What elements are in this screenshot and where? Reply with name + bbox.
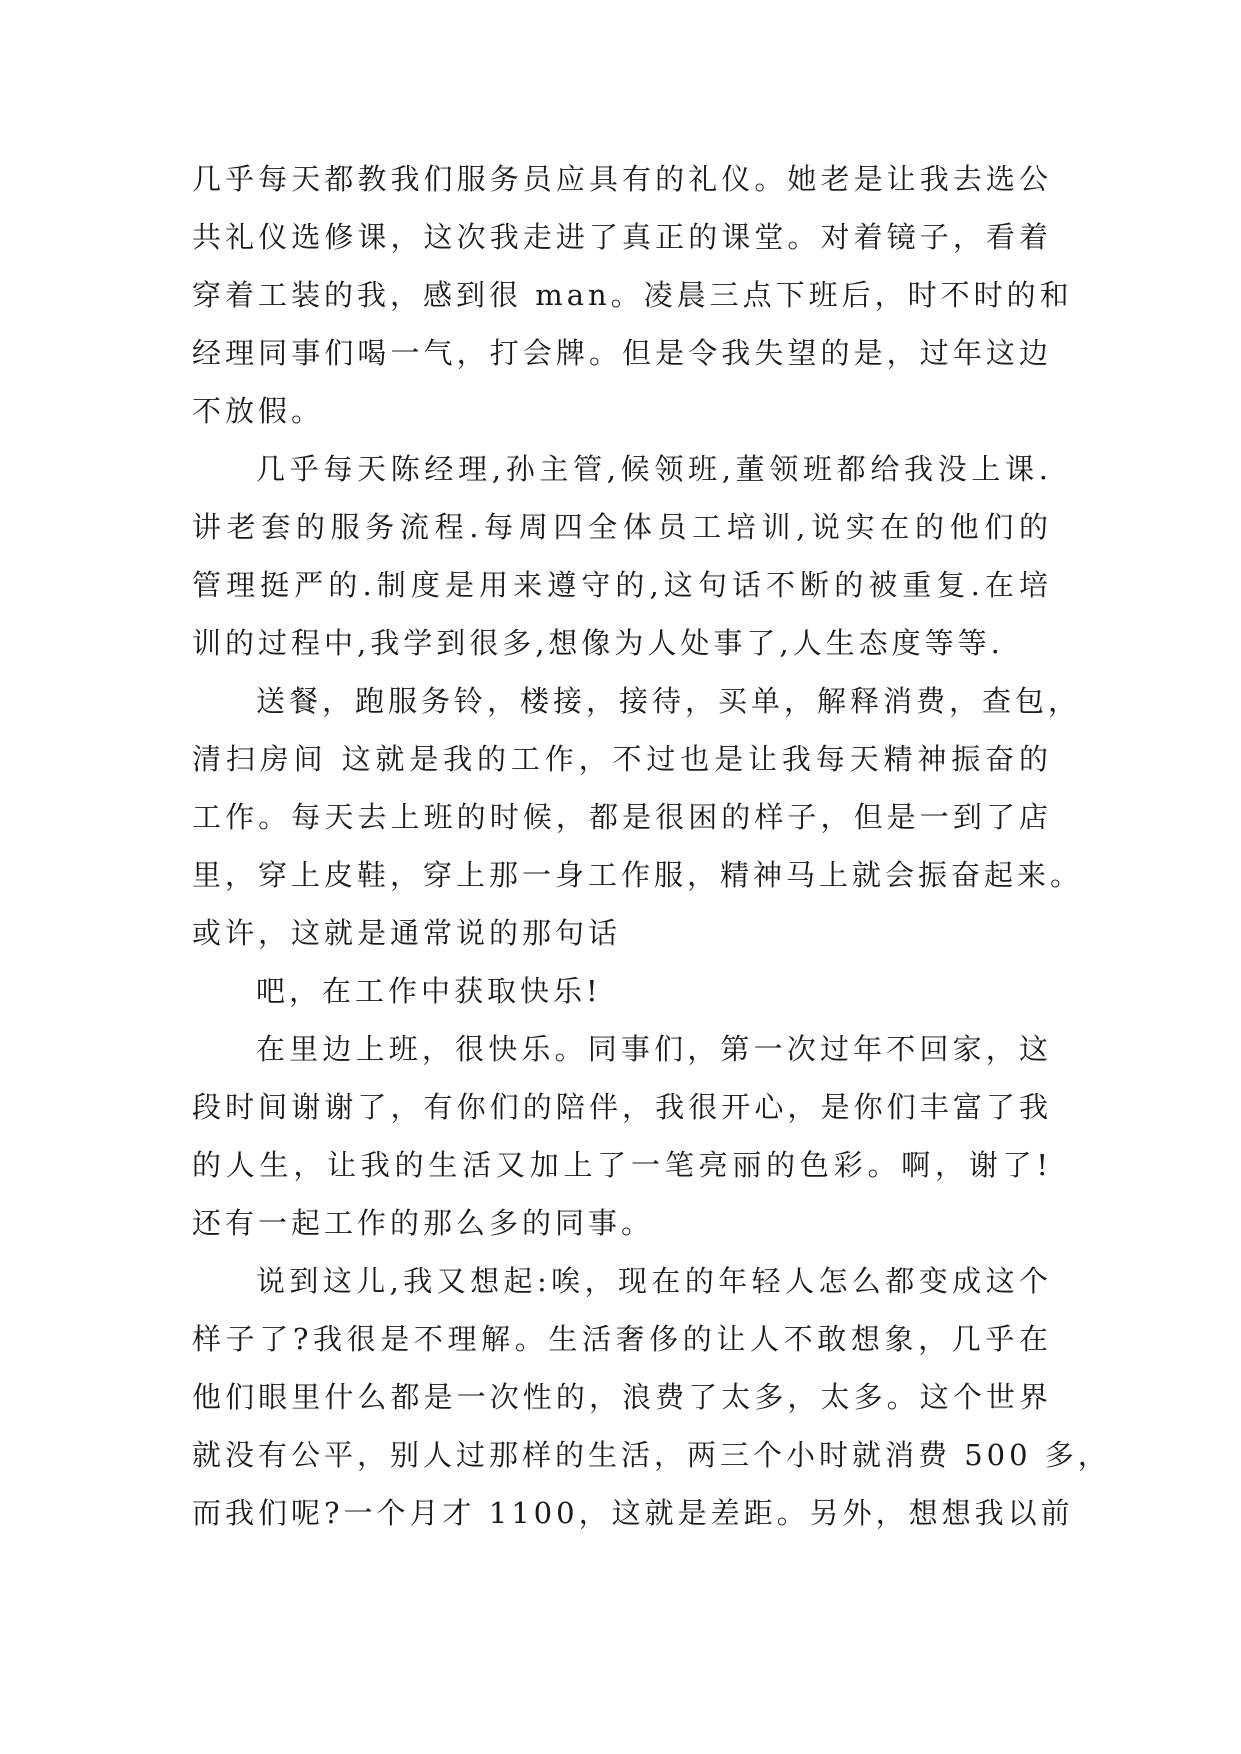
paragraph-2-line-3: 管理挺严的.制度是用来遵守的,这句话不断的被重复.在培 [192, 568, 1052, 602]
paragraph-1-line-3: 穿着工装的我，感到很 man。凌晨三点下班后，时不时的和 [192, 278, 1073, 312]
paragraph-4-line-1: 吧，在工作中获取快乐! [256, 974, 602, 1008]
paragraph-5-line-3: 的人生，让我的生活又加上了一笔亮丽的色彩。啊，谢了! [192, 1148, 1052, 1182]
paragraph-6-line-4: 就没有公平，别人过那样的生活，两三个小时就消费 500 多， [192, 1438, 1111, 1472]
paragraph-3-line-1: 送餐，跑服务铃，楼接，接待，买单，解释消费，查包， [256, 684, 1082, 718]
paragraph-5-line-1: 在里边上班，很快乐。同事们，第一次过年不回家，这 [256, 1032, 1052, 1066]
paragraph-6-line-5: 而我们呢?一个月才 1100，这就是差距。另外，想想我以前 [192, 1496, 1074, 1530]
paragraph-5-line-2: 段时间谢谢了，有你们的陪伴，我很开心，是你们丰富了我 [192, 1090, 1052, 1124]
paragraph-3-line-3: 工作。每天去上班的时候，都是很困的样子，但是一到了店 [192, 800, 1052, 834]
paragraph-3-line-2: 清扫房间 这就是我的工作，不过也是让我每天精神振奋的 [192, 742, 1052, 776]
paragraph-5-line-4: 还有一起工作的那么多的同事。 [192, 1206, 655, 1240]
paragraph-6-line-3: 他们眼里什么都是一次性的，浪费了太多，太多。这个世界 [192, 1380, 1052, 1414]
paragraph-6-line-2: 样子了?我很是不理解。生活奢侈的让人不敢想象，几乎在 [192, 1322, 1052, 1356]
paragraph-3-line-5: 或许，这就是通常说的那句话 [192, 916, 622, 950]
document-body [192, 150, 1111, 1542]
paragraph-3-line-4: 里，穿上皮鞋，穿上那一身工作服，精神马上就会振奋起来。 [192, 858, 1084, 892]
paragraph-1-line-1: 几乎每天都教我们服务员应具有的礼仪。她老是让我去选公 [192, 162, 1052, 196]
paragraph-6-line-1: 说到这儿,我又想起:唉，现在的年轻人怎么都变成这个 [256, 1264, 1052, 1298]
paragraph-2-line-4: 训的过程中,我学到很多,想像为人处事了,人生态度等等. [192, 626, 1004, 660]
paragraph-1-line-5: 不放假。 [192, 394, 325, 428]
paragraph-2-line-1: 几乎每天陈经理,孙主管,候领班,董领班都给我没上课. [256, 452, 1052, 486]
paragraph-1-line-2: 共礼仪选修课，这次我走进了真正的课堂。对着镜子，看着 [192, 220, 1052, 254]
paragraph-1-line-4: 经理同事们喝一气，打会牌。但是令我失望的是，过年这边 [192, 336, 1052, 370]
paragraph-2-line-2: 讲老套的服务流程.每周四全体员工培训,说实在的他们的 [192, 510, 1052, 544]
